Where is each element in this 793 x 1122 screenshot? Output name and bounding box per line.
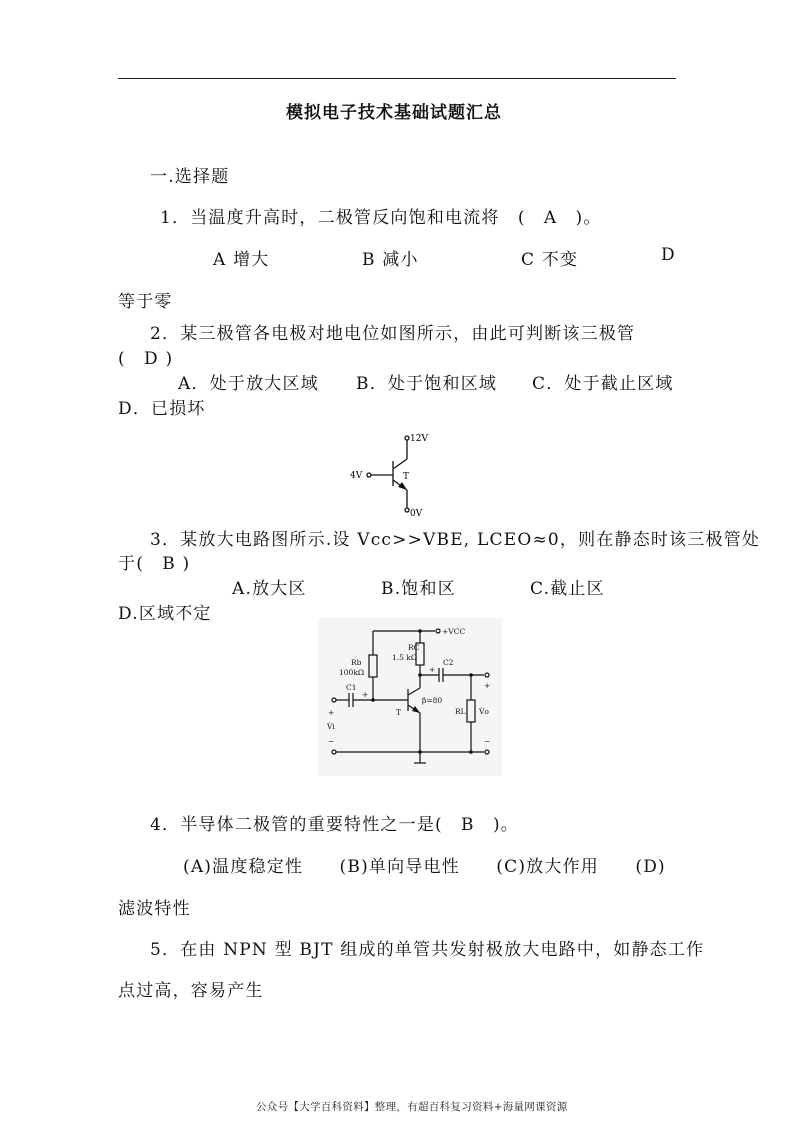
q3-answer: 于( B ) bbox=[118, 554, 191, 574]
q1-option-a: A 增大 bbox=[213, 250, 270, 270]
fig1-emitter-voltage: 0V bbox=[410, 509, 423, 519]
q1-option-d: D bbox=[661, 245, 676, 265]
q2-stem: 2．某三极管各电极对地电位如图所示，由此可判断该三极管 bbox=[150, 324, 636, 344]
q3-option-b: B.饱和区 bbox=[381, 579, 456, 599]
fig2-c2-label: C2 bbox=[443, 658, 454, 667]
q4-stem: 4．半导体二极管的重要特性之一是( B )。 bbox=[150, 815, 519, 835]
fig2-c1-polarity: + bbox=[362, 690, 369, 699]
fig2-output-minus: − bbox=[484, 737, 491, 746]
q3-stem: 3．某放大电路图所示.设 Vcc>>VBE, LCEO≈0，则在静态时该三极管处 bbox=[150, 530, 761, 550]
fig1-base-voltage: 4V bbox=[350, 471, 363, 481]
fig2-rc-label: RC bbox=[408, 643, 420, 652]
fig2-vi-label: V̇i bbox=[327, 722, 335, 731]
q5-line2: 点过高，容易产生 bbox=[118, 981, 264, 1001]
page-footer: 公众号【大学百科资料】整理，有超百科复习资料+海量网课资源 bbox=[256, 1101, 568, 1113]
q1-option-d-text: 等于零 bbox=[118, 292, 173, 312]
fig2-transistor-label: T bbox=[396, 708, 402, 717]
q2-transistor-figure bbox=[340, 428, 450, 520]
q1-option-c: C 不变 bbox=[521, 250, 579, 270]
q5-line1: 5．在由 NPN 型 BJT 组成的单管共发射极放大电路中，如静态工作 bbox=[150, 940, 705, 960]
q3-option-c: C.截止区 bbox=[530, 579, 605, 599]
page-title: 模拟电子技术基础试题汇总 bbox=[286, 103, 502, 123]
q2-answer: ( D ) bbox=[118, 349, 174, 369]
fig2-output-plus: + bbox=[484, 681, 491, 690]
fig2-rl-label: RL bbox=[455, 707, 466, 716]
fig2-c1-label: C1 bbox=[346, 683, 357, 692]
q4-option-d-text: 滤波特性 bbox=[118, 899, 191, 919]
fig2-rc-value: 1.5 kΩ bbox=[392, 653, 418, 662]
fig1-transistor-label: T bbox=[403, 472, 410, 482]
q3-option-a: A.放大区 bbox=[232, 579, 307, 599]
fig1-collector-voltage: 12V bbox=[410, 434, 428, 444]
header-rule bbox=[118, 78, 676, 79]
q3-option-d: D.区域不定 bbox=[118, 604, 212, 624]
q1-option-b: B 减小 bbox=[362, 250, 419, 270]
q2-option-b: B．处于饱和区域 bbox=[356, 374, 498, 394]
fig2-vo-label: V̇o bbox=[479, 707, 489, 716]
fig2-c2-polarity: + bbox=[429, 665, 436, 674]
q2-option-a: A．处于放大区域 bbox=[178, 374, 319, 394]
section-heading: 一.选择题 bbox=[150, 167, 230, 187]
fig2-input-minus: − bbox=[328, 737, 335, 746]
q1-stem: 1．当温度升高时，二极管反向饱和电流将 ( A )。 bbox=[160, 208, 602, 228]
fig2-input-plus: + bbox=[328, 708, 335, 717]
q4-options: (A)温度稳定性 (B)单向导电性 (C)放大作用 (D) bbox=[183, 857, 666, 877]
fig2-rb-label: Rb bbox=[351, 658, 362, 667]
q3-amplifier-circuit bbox=[318, 618, 502, 776]
fig2-rb-value: 100kΩ bbox=[339, 668, 365, 677]
q2-option-d: D．已损坏 bbox=[118, 399, 206, 419]
fig2-vcc-label: +VCC bbox=[442, 627, 466, 636]
fig2-beta-label: β=80 bbox=[422, 696, 443, 705]
q2-option-c: C．处于截止区域 bbox=[532, 374, 674, 394]
